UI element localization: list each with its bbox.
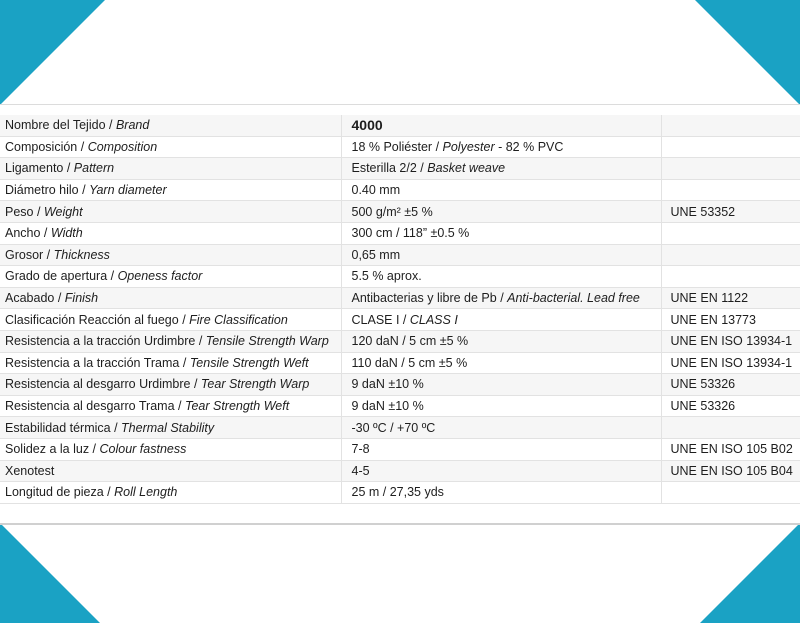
corner-decoration-top-right <box>695 0 800 105</box>
property-label-es: Ancho <box>5 226 41 241</box>
property-cell: Longitud de pieza / Roll Length <box>0 482 341 504</box>
property-label-en: Width <box>50 226 83 241</box>
property-label-es: Diámetro hilo <box>5 183 79 198</box>
value-cell <box>341 460 661 482</box>
value-text: 5.5 % aprox. <box>351 269 422 284</box>
standard-cell <box>661 179 800 201</box>
standard-cell <box>661 395 800 417</box>
value-cell <box>341 222 661 244</box>
property-label-es: Resistencia a la tracción Trama <box>5 355 180 370</box>
property-label-en: Tear Strength Weft <box>184 399 290 414</box>
standard-cell <box>661 222 800 244</box>
value-cell <box>341 287 661 309</box>
table-row <box>0 136 800 158</box>
value-text: CLASE I / <box>351 312 410 327</box>
value-text: 4-5 <box>351 463 370 478</box>
property-label-en: Finish <box>64 291 99 306</box>
standard-text: UNE 53326 <box>670 377 736 392</box>
table-row <box>0 201 800 223</box>
value-cell <box>341 352 661 374</box>
standard-text: UNE EN 1122 <box>670 291 749 306</box>
table-row <box>0 179 800 201</box>
value-cell <box>341 201 661 223</box>
standard-cell <box>661 287 800 309</box>
property-label-es: Grosor <box>5 247 44 262</box>
value-cell <box>341 395 661 417</box>
corner-decoration-top-left <box>0 0 105 105</box>
value-cell <box>341 266 661 288</box>
property-label-en: Thermal Stability <box>121 420 215 435</box>
property-cell: Nombre del Tejido / Brand <box>0 115 341 136</box>
property-label-en: Tensile Strength Warp <box>205 334 329 349</box>
value-text: Antibacterias y libre de Pb / <box>351 291 508 306</box>
table-row <box>0 460 800 482</box>
property-label-en: Fire Classification <box>189 312 288 327</box>
standard-cell <box>661 158 800 180</box>
property-label-es: Solidez a la luz <box>5 442 90 457</box>
value-cell <box>341 309 661 331</box>
property-label-es: Resistencia al desgarro Trama <box>5 399 175 414</box>
corner-decoration-bottom-right <box>700 523 800 623</box>
standard-text: UNE 53326 <box>670 399 736 414</box>
table-row <box>0 244 800 266</box>
value-cell <box>341 482 661 504</box>
value-text: 120 daN / 5 cm ±5 % <box>351 334 469 349</box>
property-cell: Diámetro hilo / Yarn diameter <box>0 179 341 201</box>
property-cell: Peso / Weight <box>0 201 341 223</box>
spec-table-body <box>0 115 800 503</box>
value-text-en: Polyester <box>442 139 495 154</box>
standard-cell <box>661 136 800 158</box>
value-text: Esterilla 2/2 / <box>351 161 428 176</box>
value-text-en: CLASS I <box>409 312 458 327</box>
standard-text: UNE EN ISO 13934-1 <box>670 334 793 349</box>
value-text: 7-8 <box>351 442 370 457</box>
standard-text: UNE EN ISO 13934-1 <box>670 355 793 370</box>
property-label-es: Grado de apertura <box>5 269 108 284</box>
table-row <box>0 482 800 504</box>
standard-cell <box>661 374 800 396</box>
value-cell <box>341 417 661 439</box>
table-row <box>0 266 800 288</box>
table-row <box>0 352 800 374</box>
property-cell: Grosor / Thickness <box>0 244 341 266</box>
property-label-en: Openess factor <box>117 269 203 284</box>
property-cell: Composición / Composition <box>0 136 341 158</box>
standard-cell <box>661 115 800 136</box>
standard-cell <box>661 309 800 331</box>
table-row <box>0 309 800 331</box>
standard-cell <box>661 438 800 460</box>
table-row <box>0 287 800 309</box>
table-row <box>0 115 800 136</box>
value-text-en: Anti-bacterial. Lead free <box>507 291 640 306</box>
table-row <box>0 158 800 180</box>
property-label-es: Resistencia al desgarro Urdimbre <box>5 377 191 392</box>
table-row <box>0 438 800 460</box>
property-cell: Ancho / Width <box>0 222 341 244</box>
property-cell: Solidez a la luz / Colour fastness <box>0 438 341 460</box>
table-row <box>0 417 800 439</box>
value-text-en: Basket weave <box>427 161 506 176</box>
property-label-en: Roll Length <box>114 485 178 500</box>
property-label-es: Clasificación Reacción al fuego <box>5 312 179 327</box>
standard-cell <box>661 266 800 288</box>
property-label-es: Composición <box>5 139 78 154</box>
standard-cell <box>661 201 800 223</box>
property-label-es: Longitud de pieza <box>5 485 104 500</box>
standard-cell <box>661 352 800 374</box>
table-row <box>0 374 800 396</box>
value-text: 0,65 mm <box>351 247 401 262</box>
value-cell <box>341 438 661 460</box>
property-cell: Resistencia a la tracción Trama / Tensile Strength Weft <box>0 352 341 374</box>
property-label-es: Xenotest <box>5 463 55 478</box>
standard-cell <box>661 244 800 266</box>
property-cell: Ligamento / Pattern <box>0 158 341 180</box>
property-label-en: Weight <box>43 204 83 219</box>
table-row <box>0 395 800 417</box>
table-row <box>0 330 800 352</box>
property-cell: Clasificación Reacción al fuego / Fire Classification <box>0 309 341 331</box>
value-cell <box>341 115 661 136</box>
value-cell <box>341 244 661 266</box>
standard-cell <box>661 482 800 504</box>
standard-cell <box>661 417 800 439</box>
value-cell <box>341 179 661 201</box>
property-label-es: Estabilidad térmica <box>5 420 111 435</box>
property-label-en: Pattern <box>73 161 115 176</box>
spec-table <box>0 115 800 504</box>
value-text-tail: - 82 % PVC <box>494 139 564 154</box>
standard-text: UNE EN ISO 105 B02 <box>670 442 793 457</box>
value-text: 500 g/m² ±5 % <box>351 204 433 219</box>
property-label-es: Ligamento <box>5 161 64 176</box>
property-label-es: Nombre del Tejido <box>5 118 106 133</box>
property-cell: Estabilidad térmica / Thermal Stability <box>0 417 341 439</box>
corner-decoration-bottom-left <box>0 523 100 623</box>
value-cell <box>341 374 661 396</box>
property-label-es: Acabado <box>5 291 55 306</box>
value-text: 18 % Poliéster / <box>351 139 443 154</box>
property-label-en: Yarn diameter <box>89 183 167 198</box>
property-label-es: Peso <box>5 204 34 219</box>
value-text: -30 ºC / +70 ºC <box>351 420 436 435</box>
value-text: 25 m / 27,35 yds <box>351 485 444 500</box>
property-label-en: Thickness <box>53 247 110 262</box>
property-cell <box>0 460 341 482</box>
standard-cell <box>661 460 800 482</box>
property-label-es: Resistencia a la tracción Urdimbre <box>5 334 196 349</box>
property-cell: Acabado / Finish <box>0 287 341 309</box>
value-text: 9 daN ±10 % <box>351 377 424 392</box>
property-cell: Grado de apertura / Openess factor <box>0 266 341 288</box>
standard-text: UNE EN 13773 <box>670 312 756 327</box>
standard-text: UNE 53352 <box>670 204 736 219</box>
value-cell <box>341 330 661 352</box>
value-cell <box>341 158 661 180</box>
value-text: 0.40 mm <box>351 183 401 198</box>
value-text: 4000 <box>351 117 383 134</box>
standard-cell <box>661 330 800 352</box>
property-cell: Resistencia a la tracción Urdimbre / Tensile Strength Warp <box>0 330 341 352</box>
property-cell: Resistencia al desgarro Urdimbre / Tear Strength Warp <box>0 374 341 396</box>
property-label-en: Composition <box>87 139 158 154</box>
table-row <box>0 222 800 244</box>
property-label-en: Tear Strength Warp <box>200 377 310 392</box>
property-cell: Resistencia al desgarro Trama / Tear Strength Weft <box>0 395 341 417</box>
property-label-en: Colour fastness <box>99 442 187 457</box>
property-label-en: Brand <box>115 118 150 133</box>
value-text: 9 daN ±10 % <box>351 399 424 414</box>
value-cell <box>341 136 661 158</box>
property-label-en: Tensile Strength Weft <box>189 355 309 370</box>
value-text: 110 daN / 5 cm ±5 % <box>351 355 468 370</box>
value-text: 300 cm / 118” ±0.5 % <box>351 226 470 241</box>
spec-sheet <box>0 104 800 525</box>
standard-text: UNE EN ISO 105 B04 <box>670 463 793 478</box>
